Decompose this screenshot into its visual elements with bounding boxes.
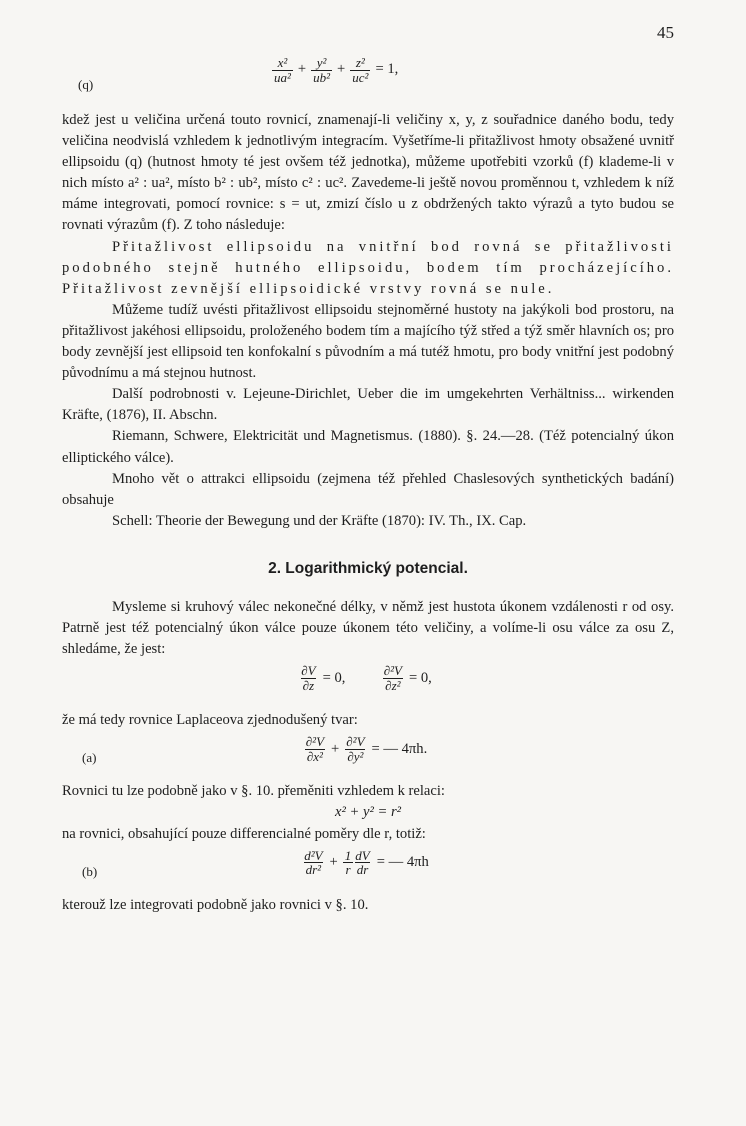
section-title: 2. Logarithmický potencial. <box>268 559 468 577</box>
eq-denominator: r <box>345 862 351 878</box>
equation-tag: (q) <box>78 77 94 92</box>
eq-denominator: uc² <box>352 69 369 85</box>
eq-numerator: ∂²V <box>346 734 365 750</box>
equation-tag: (b) <box>82 863 98 879</box>
eq-numerator: ∂²V <box>383 663 402 679</box>
eq-rhs: = 1, <box>375 61 399 78</box>
paragraph: Můžeme tudíž uvésti přitažlivost ellipsoidu stejnoměrné hustoty na jakýkoli bod prostoru, na přitažlivost jakéhosi ellipsoidu, proloženého bodem tím a majícího týž střed a týž směr hlavních os; pro body zevnější jest ellipsoid ten konfokalní s původním a má tutéž hmotu, pro body vnitřní jest podobný původnímu a má stejnou hutnost. <box>62 301 674 382</box>
eq-denominator: dr <box>356 862 369 878</box>
eq-numerator: x² <box>277 55 288 70</box>
reference: Riemann, Schwere, Elektricität und Magnetismus. (1880). §. 24.—28. (Též potencialný úkon elliptického válce). <box>62 428 674 466</box>
paragraph: že má tedy rovnice Laplaceova zjednodušený tvar: <box>62 712 358 729</box>
eq-denominator: dr² <box>305 862 322 878</box>
eq-numerator: y² <box>316 55 327 70</box>
reference: Další podrobnosti v. Lejeune-Dirichlet, Ueber die im umgekehrten Verhältniss... wirkenden Kräfte, (1876), II. Abschn. <box>62 386 674 424</box>
paragraph: Rovnici tu lze podobně jako v §. 10. přeměniti vzhledem k relaci: <box>62 783 445 800</box>
paragraph: Mysleme si kruhový válec nekonečné délky, v němž jest hustota úkonem vzdálenosti r od osy. Patrně jest též potencialný úkon válce pouze úkonem této veličiny, a volíme-li osu válce za osu Z, shledáme, že jest: <box>62 598 674 658</box>
reference: Mnoho vět o attrakci ellipsoidu (zejmena též přehled Chaslesových synthetických badání) obsahuje <box>62 470 674 508</box>
equation-b: (b) $\frac{\text{d²V}}{\text{dr²}}$ + $\frac{1}{r}$ $\frac{dV}{dr}$ = — 4πh <box>62 845 674 895</box>
eq-numerator: ∂V <box>301 663 316 679</box>
eq-rhs: = 0, <box>408 669 432 686</box>
eq-rhs: = — 4πh. <box>371 740 428 757</box>
equation-a: (a) $\frac{\text{∂²V}}{\text{∂x²}}$ + $\frac{\text{∂²V}}{\text{∂y²}}$ = — 4πh. <box>62 731 674 781</box>
relation: x² + y² = r² <box>334 804 402 821</box>
paragraph: kdež jest u veličina určená touto rovnicí, znamenají-li veličiny x, y, z souřadnice daného bodu, tedy veličina neodvislá vzhledem k jednotlivým integracím. Vyšetříme-li přitažlivost hmoty obsažené uvnitř ellipsoidu (q) (hutnost hmoty té jest ovšem též jednotka), můžeme upotřebiti vzorků (f) klademe-li v nich místo a² : ua², místo b² : ub², místo c² : uc². Zavedeme-li ještě novou proměnnou t, vzhledem k níž máme integrovati, pomocí rovnice: s = ut, zmizí číslo u z obdržených takto výrazů a tyto budou se rovnati výrazům (f). Z toho následuje: <box>62 112 674 234</box>
theorem-text: Přitažlivost ellipsoidu na vnitřní bod rovná se přitažlivosti podobného stejně hutného ellipsoidu, bodem tím procházejícího. Přitažlivost zevnější ellipsoidické vrstvy rovná se nule. <box>62 238 674 297</box>
eq-denominator: ua² <box>274 69 291 85</box>
eq-rhs: = — 4πh <box>376 854 429 871</box>
eq-numerator: 1 <box>344 847 352 863</box>
paragraph: na rovnici, obsahující pouze differencialné poměry dle r, totiž: <box>62 825 426 842</box>
paragraph: kterouž lze integrovati podobně jako rovnici v §. 10. <box>62 896 369 913</box>
eq-denominator: ∂x² <box>306 748 323 764</box>
eq-numerator: ∂²V <box>305 734 325 750</box>
eq-numerator: d²V <box>304 847 323 863</box>
equation-partials <box>62 660 674 710</box>
eq-numerator: dV <box>355 847 370 863</box>
page-number: 45 <box>657 23 674 42</box>
equation-tag: (a) <box>82 750 97 766</box>
eq-numerator: z² <box>355 55 365 70</box>
reference: Schell: Theorie der Bewegung und der Kräfte (1870): IV. Th., IX. Cap. <box>112 512 527 529</box>
equation-q: (q) $\frac{\text{x²}}{\text{ua²}}$ + $\frac{\text{y²}}{\text{ub²}}$ + $\frac{\text{z²}}{\text{uc²}}$ = 1, <box>62 52 674 110</box>
eq-denominator: ∂y² <box>347 748 364 764</box>
eq-denominator: ∂z² <box>385 677 401 693</box>
eq-denominator: ∂z <box>302 677 315 693</box>
eq-rhs: = 0, <box>322 669 346 686</box>
eq-denominator: ub² <box>313 69 331 85</box>
page <box>62 22 674 916</box>
